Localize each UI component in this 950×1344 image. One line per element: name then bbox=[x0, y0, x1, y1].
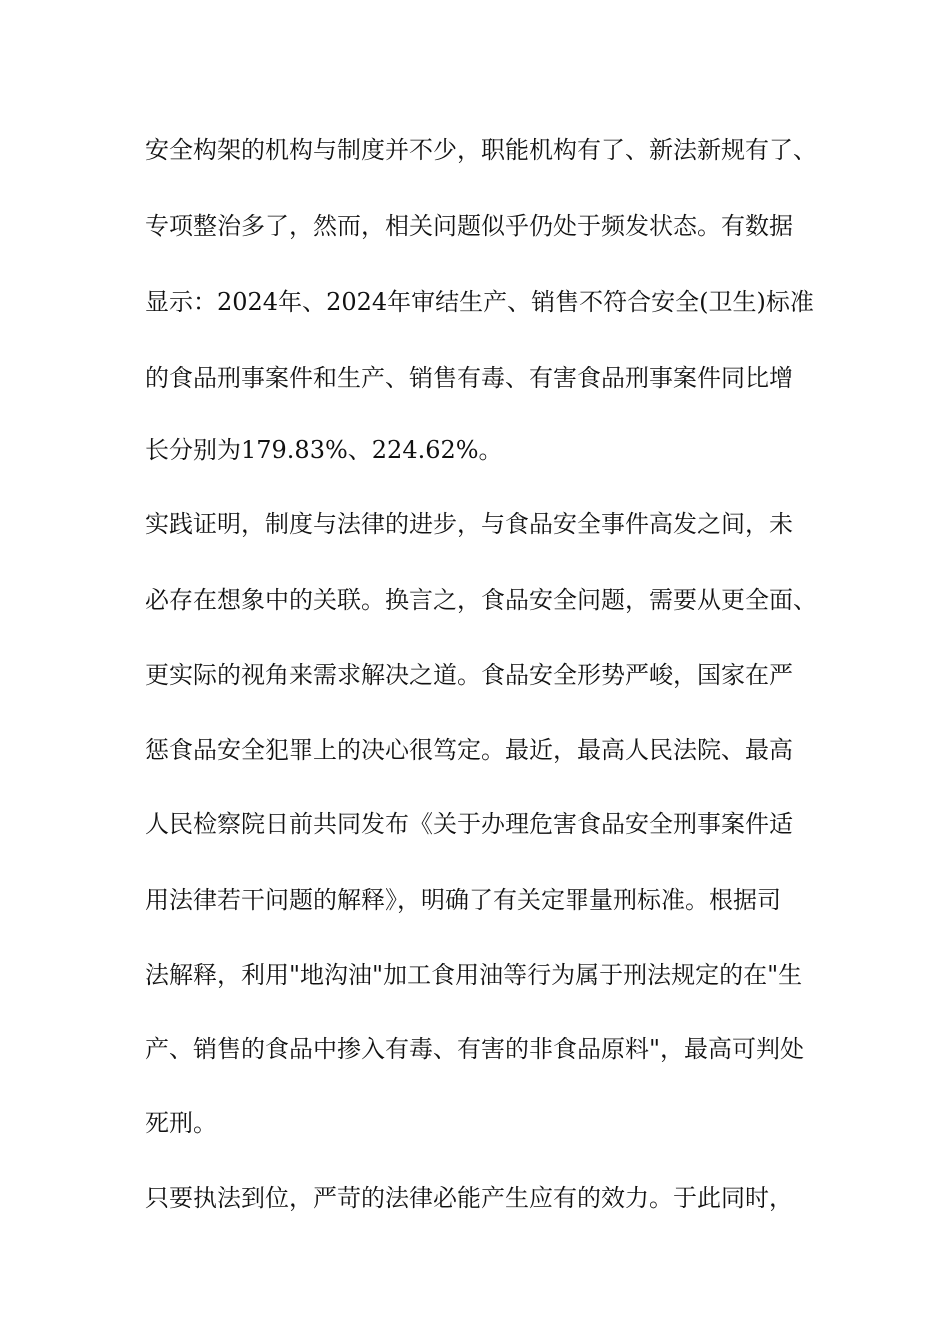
text-line-12: 法解释，利用"地沟油"加工食用油等行为属于刑法规定的在"生 bbox=[145, 961, 803, 989]
text-line-10: 人民检察院日前共同发布《关于办理危害食品安全刑事案件适 bbox=[145, 810, 793, 838]
text-line-8: 更实际的视角来需求解决之道。食品安全形势严峻，国家在严 bbox=[145, 661, 793, 689]
text-line-14: 死刑。 bbox=[145, 1109, 217, 1137]
text-line-11: 用法律若干问题的解释》，明确了有关定罪量刑标准。根据司 bbox=[145, 886, 781, 914]
text-line-9: 惩食品安全犯罪上的决心很笃定。最近，最高人民法院、最高 bbox=[145, 736, 793, 764]
text-line-2: 专项整治多了，然而，相关问题似乎仍处于频发状态。有数据 bbox=[145, 212, 793, 240]
text-line-1: 安全构架的机构与制度并不少，职能机构有了、新法新规有了、 bbox=[145, 136, 817, 164]
text-line-3: 显示：2024年、2024年审结生产、销售不符合安全(卫生)标准 bbox=[145, 288, 814, 316]
text-line-6: 实践证明，制度与法律的进步，与食品安全事件高发之间，未 bbox=[145, 510, 793, 538]
text-line-4: 的食品刑事案件和生产、销售有毒、有害食品刑事案件同比增 bbox=[145, 364, 793, 392]
text-line-5: 长分别为179.83%、224.62%。 bbox=[145, 436, 503, 464]
text-line-15: 只要执法到位，严苛的法律必能产生应有的效力。于此同时， bbox=[145, 1184, 793, 1212]
text-line-13: 产、销售的食品中掺入有毒、有害的非食品原料"，最高可判处 bbox=[145, 1035, 805, 1063]
text-line-7: 必存在想象中的关联。换言之，食品安全问题，需要从更全面、 bbox=[145, 586, 817, 614]
